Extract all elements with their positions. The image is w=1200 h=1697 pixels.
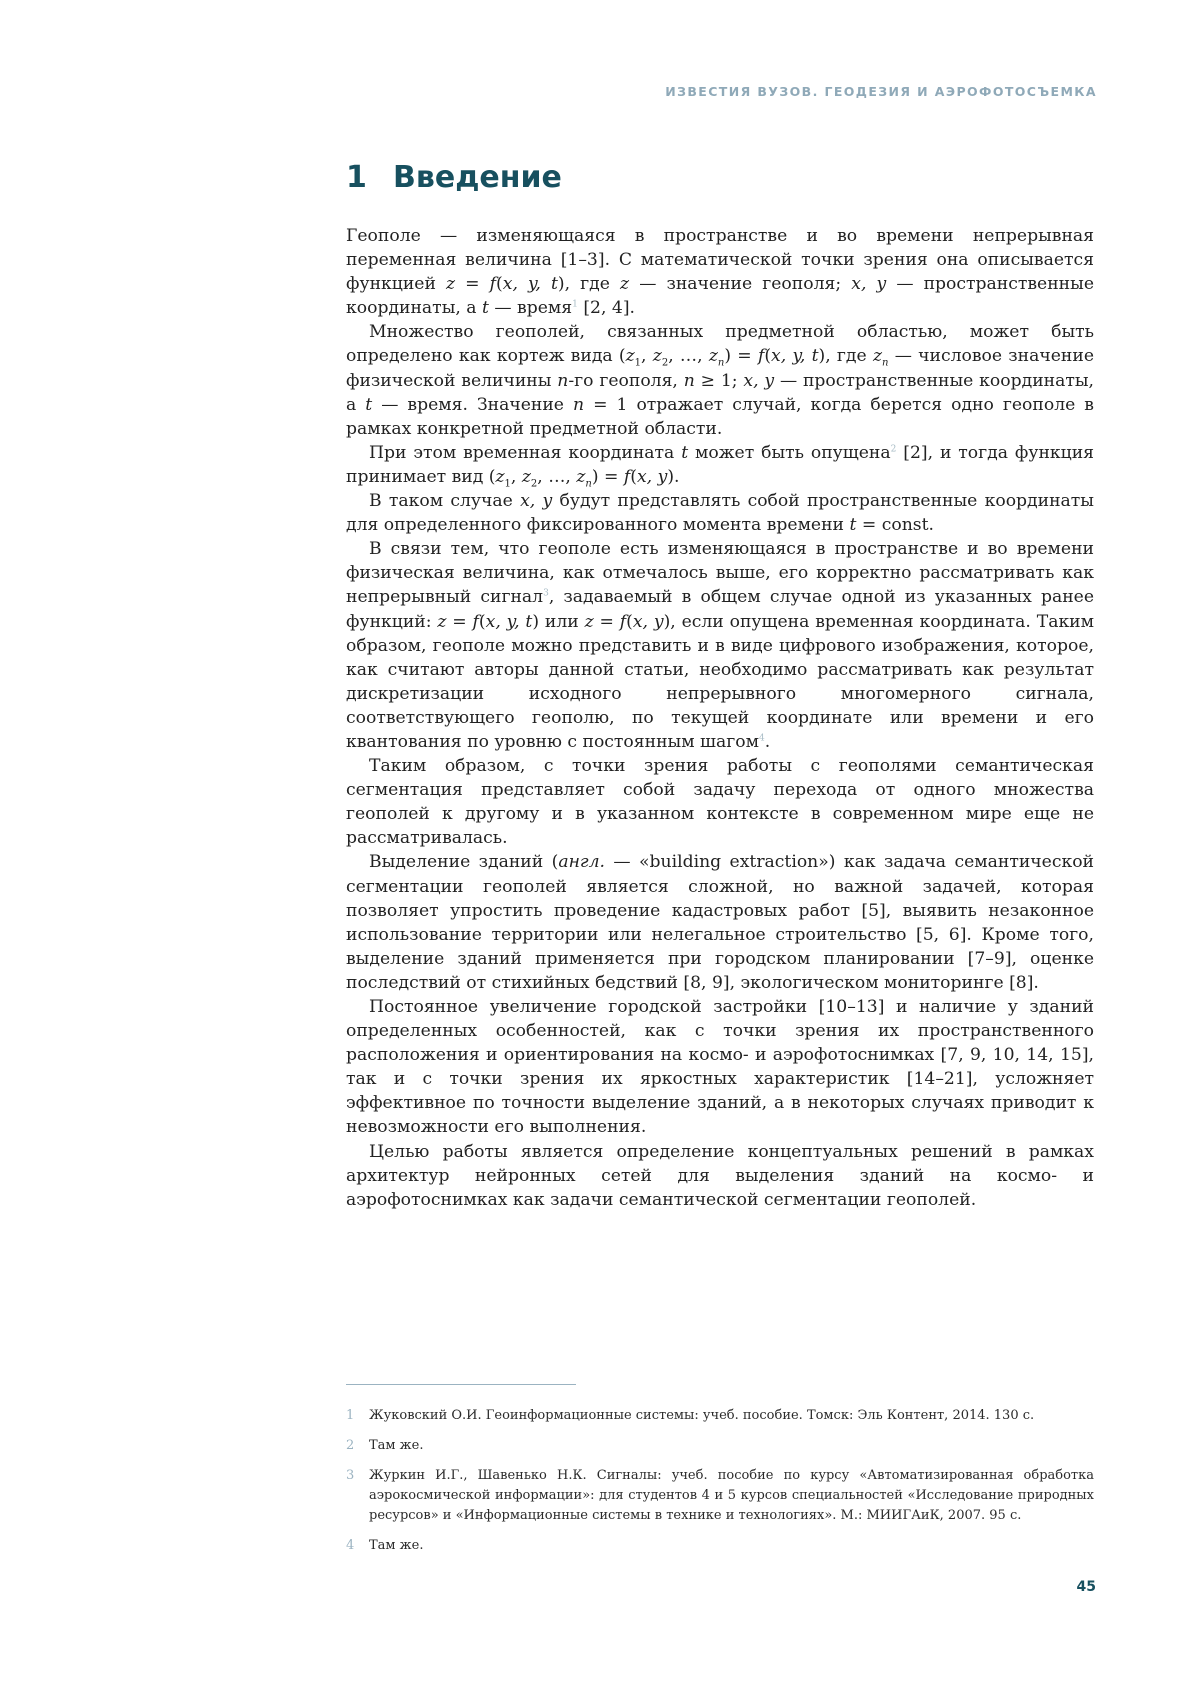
footnote-text: Там же. [369, 1538, 424, 1553]
paragraph-9: Целью работы является определение концептуальных решений в рамках архитектур нейронных сетей для выделения зданий на космо- и аэрофотоснимках как задачи семантической сегментации геополей. [346, 1141, 1094, 1210]
paragraph-8: Постоянное увеличение городской застройки [10–13] и наличие у зданий определенных особенностей, как с точки зрения их пространственного расположения и ориентирования на космо- и аэрофотоснимках [7, 9, 10, 14, 15], так и с точки зрения их яркостных характеристик [14–21], усложняет эффективное по точности выделение зданий, а в некоторых случаях приводит к невозможности его выполнения. [346, 997, 1094, 1138]
footnote-4 [346, 1536, 1094, 1556]
footnote-number: 3 [346, 1468, 355, 1483]
footnote-3 [346, 1466, 1094, 1526]
paragraph-2: Множество геополей, связанных предметной областью, может быть определено как кортеж вида ($z_1$, $z_2$, …, $z_n) = f(x$, y, t), где $z_n$ — числовое значение физической величины n-го геополя, n ≥ 1; x, y — пространственные координаты, а t — время. Значение n = 1 отражает случай, когда берется одно геополе в рамках конкретной предметной области. [346, 322, 1095, 439]
running-title: ИЗВЕСТИЯ ВУЗОВ. ГЕОДЕЗИЯ И АЭРОФОТОСЪЕМКА [665, 84, 1097, 99]
footnote-text: Жуковский О.И. Геоинформационные системы: учеб. пособие. Томск: Эль Контент, 2014. 130 с. [369, 1408, 1035, 1423]
footnote-number: 4 [346, 1538, 355, 1553]
footnote-text: Журкин И.Г., Шавенько Н.К. Сигналы: учеб. пособие по курсу «Автоматизированная обработка аэрокосмической информации»: для студентов 4 и 5 курсов специальностей «Исследование природных ресурсов» и «Информационные системы в технике и технологиях». М.: МИИГАиК, 2007. 95 с. [369, 1468, 1094, 1523]
paragraph-7: Выделение зданий (англ. — «building extraction») как задача семантической сегментации геополей является сложной, но важной задачей, которая позволяет упростить проведение кадастровых работ [5], выявить незаконное использование территории или нелегальное строительство [5, 6]. Кроме того, выделение зданий применяется при городском планировании [7–9], оценке последствий от стихийных бедствий [8, 9], экологическом мониторинге [8]. [346, 852, 1094, 993]
paragraph-6: Таким образом, с точки зрения работы с геополями семантическая сегментация представляет собой задачу перехода от одного множества геополей к другому и в указанном контексте в современном мире еще не рассматривалась. [346, 756, 1094, 849]
section-heading [346, 160, 562, 196]
footnote-text: Там же. [369, 1438, 424, 1453]
article-body [346, 224, 1094, 1212]
footnote-number: 2 [346, 1438, 355, 1453]
footnote-ref-1[interactable]: 1 [572, 299, 578, 310]
footnote-ref-4[interactable]: 4 [759, 733, 765, 744]
footnote-ref-2[interactable]: 2 [890, 444, 897, 455]
paragraph-3: При этом временная координата t может быть опущена$^2$ [2], и тогда функция принимает вид ($z_1$, $z_2$, …, $z_n) = f(x$, y). [346, 442, 1094, 490]
paragraph-4: В таком случае x, y будут представлять собой пространственные координаты для определенного фиксированного момента времени t = const. [346, 491, 1094, 536]
section-number: 1 [346, 160, 367, 195]
paragraph-1: Геополе — изменяющаяся в пространстве и во времени непрерывная переменная величина [1–3]. С математической точки зрения она описывается функцией z = f(x, y, t), где z — значение геополя; x, y — пространственные координаты, а t — время$^1$ [2, 4]. [346, 226, 1094, 319]
footnote-number: 1 [346, 1408, 355, 1423]
footnote-2 [346, 1436, 1094, 1456]
footnote-ref-3[interactable]: 3 [543, 588, 549, 599]
page-number: 45 [1076, 1579, 1096, 1595]
section-title: Введение [393, 160, 562, 195]
footnote-separator [346, 1384, 576, 1385]
paragraph-5: В связи тем, что геополе есть изменяющаяся в пространстве и во времени физическая величина, как отмечалось выше, его корректно рассматривать как непрерывный сигнал$^3$, задаваемый в общем случае одной из указанных ранее функций: z = f(x, y, t) или z = f(x, y), если опущена временная координата. Таким образом, геополе можно представить и в виде цифрового изображения, которое, как считают авторы данной статьи, необходимо рассматривать как результат дискретизации исходного непрерывного многомерного сигнала, соответствующего геополю, по текущей координате или времени и его квантования по уровню с постоянным шагом$^4$. [346, 539, 1095, 752]
footnote-1 [346, 1406, 1094, 1426]
footnotes [346, 1406, 1094, 1566]
